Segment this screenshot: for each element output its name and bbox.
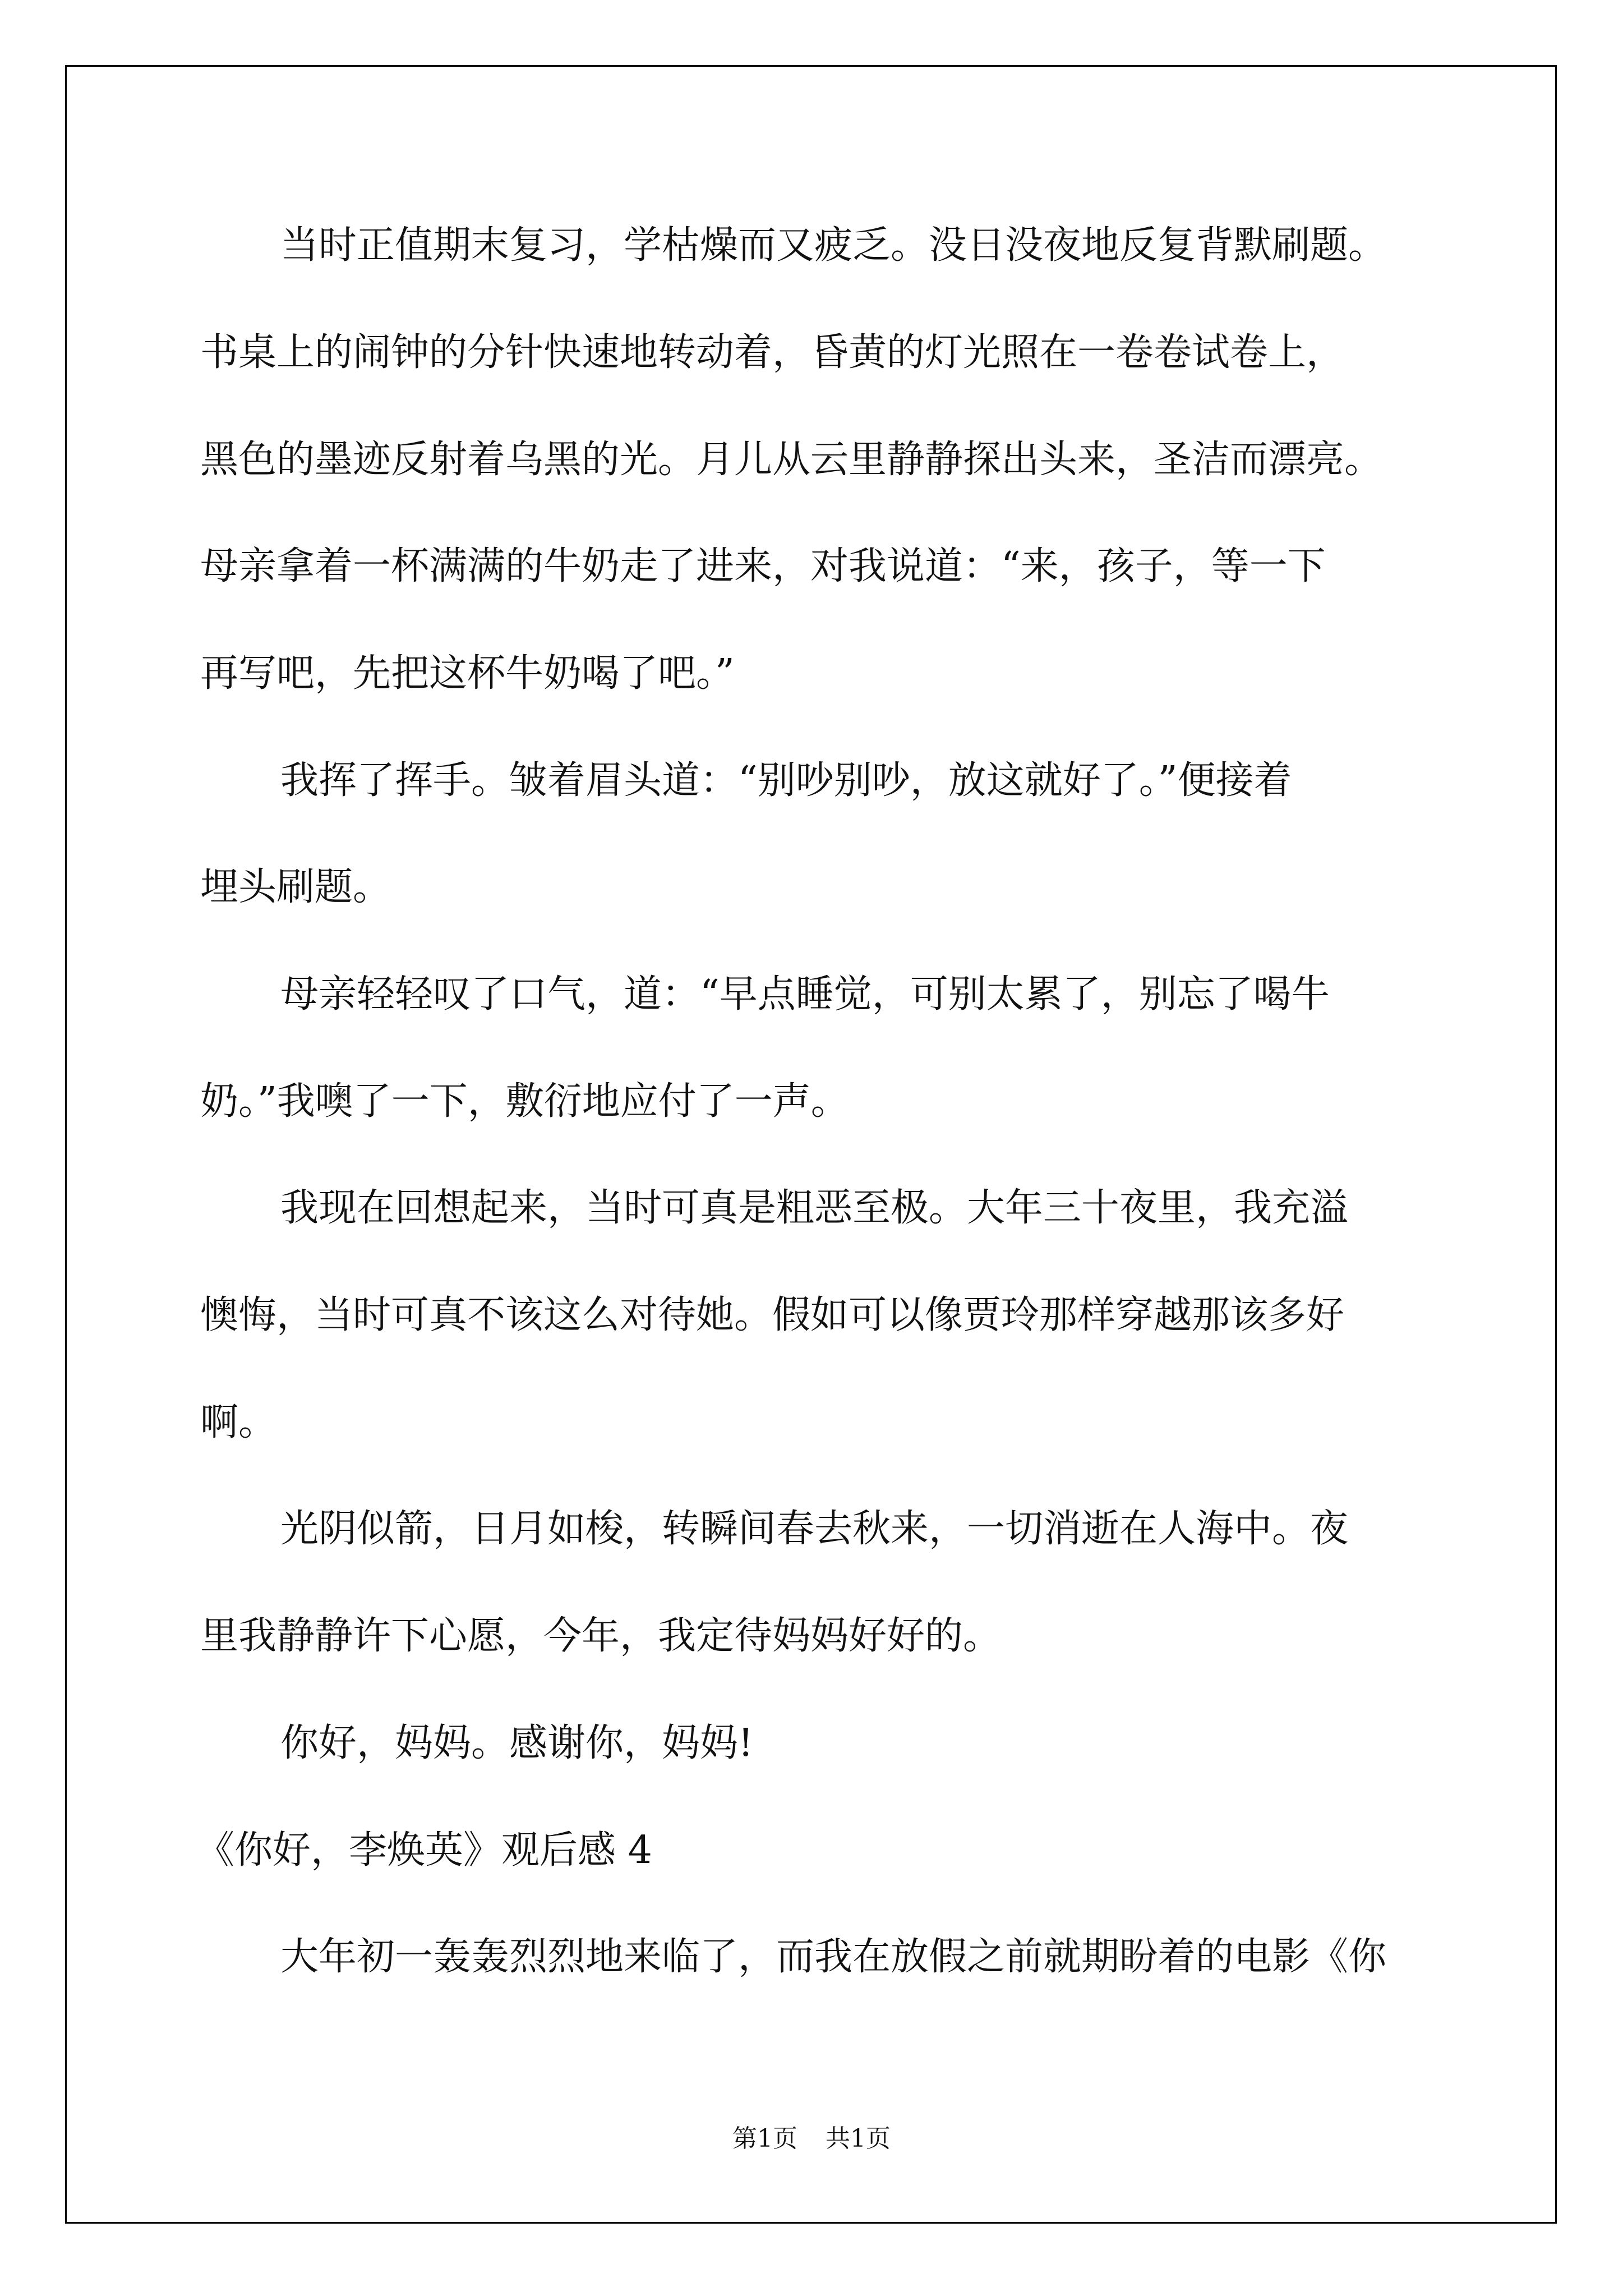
page-border — [65, 65, 1557, 2224]
paragraph-line: 懊悔，当时可真不该这么对待她。假如可以像贾玲那样穿越那该多好 — [200, 1293, 1345, 1337]
paragraph-line: 你好，妈妈。感谢你，妈妈! — [280, 1721, 754, 1765]
page-number: 第1页 — [732, 2124, 797, 2153]
paragraph-line: 我现在回想起来，当时可真是粗恶至极。大年三十夜里，我充溢 — [280, 1186, 1349, 1230]
paragraph-line: 母亲轻轻叹了口气，道：“早点睡觉，可别太累了，别忘了喝牛 — [280, 972, 1330, 1016]
paragraph-line: 奶。”我噢了一下，敷衍地应付了一声。 — [200, 1079, 849, 1124]
paragraph-line: 再写吧，先把这杯牛奶喝了吧。” — [200, 651, 735, 696]
page-footer — [0, 2125, 1623, 2153]
paragraph-line: 光阴似箭，日月如梭，转瞬间春去秋来，一切消逝在人海中。夜 — [280, 1507, 1349, 1551]
paragraph-line: 当时正值期末复习，学枯燥而又疲乏。没日没夜地反复背默刷题。 — [280, 223, 1387, 268]
paragraph-line: 啊。 — [200, 1400, 277, 1444]
page-total: 共1页 — [826, 2124, 891, 2153]
paragraph-line: 里我静静许下心愿，今年，我定待妈妈好好的。 — [200, 1614, 1002, 1658]
paragraph-line: 黑色的墨迹反射着乌黑的光。月儿从云里静静探出头来，圣洁而漂亮。 — [200, 438, 1383, 482]
paragraph-line: 大年初一轰轰烈烈地来临了，而我在放假之前就期盼着的电影《你 — [280, 1935, 1387, 1979]
paragraph-line: 我挥了挥手。皱着眉头道：“别吵别吵，放这就好了。”便接着 — [280, 758, 1292, 803]
paragraph-line: 埋头刷题。 — [200, 865, 391, 909]
section-heading: 《你好，李焕英》观后感 4 — [196, 1828, 652, 1872]
paragraph-line: 母亲拿着一杯满满的牛奶走了进来，对我说道：“来，孩子，等一下 — [200, 544, 1326, 588]
paragraph-line: 书桌上的闹钟的分针快速地转动着，昏黄的灯光照在一卷卷试卷上， — [200, 330, 1345, 375]
